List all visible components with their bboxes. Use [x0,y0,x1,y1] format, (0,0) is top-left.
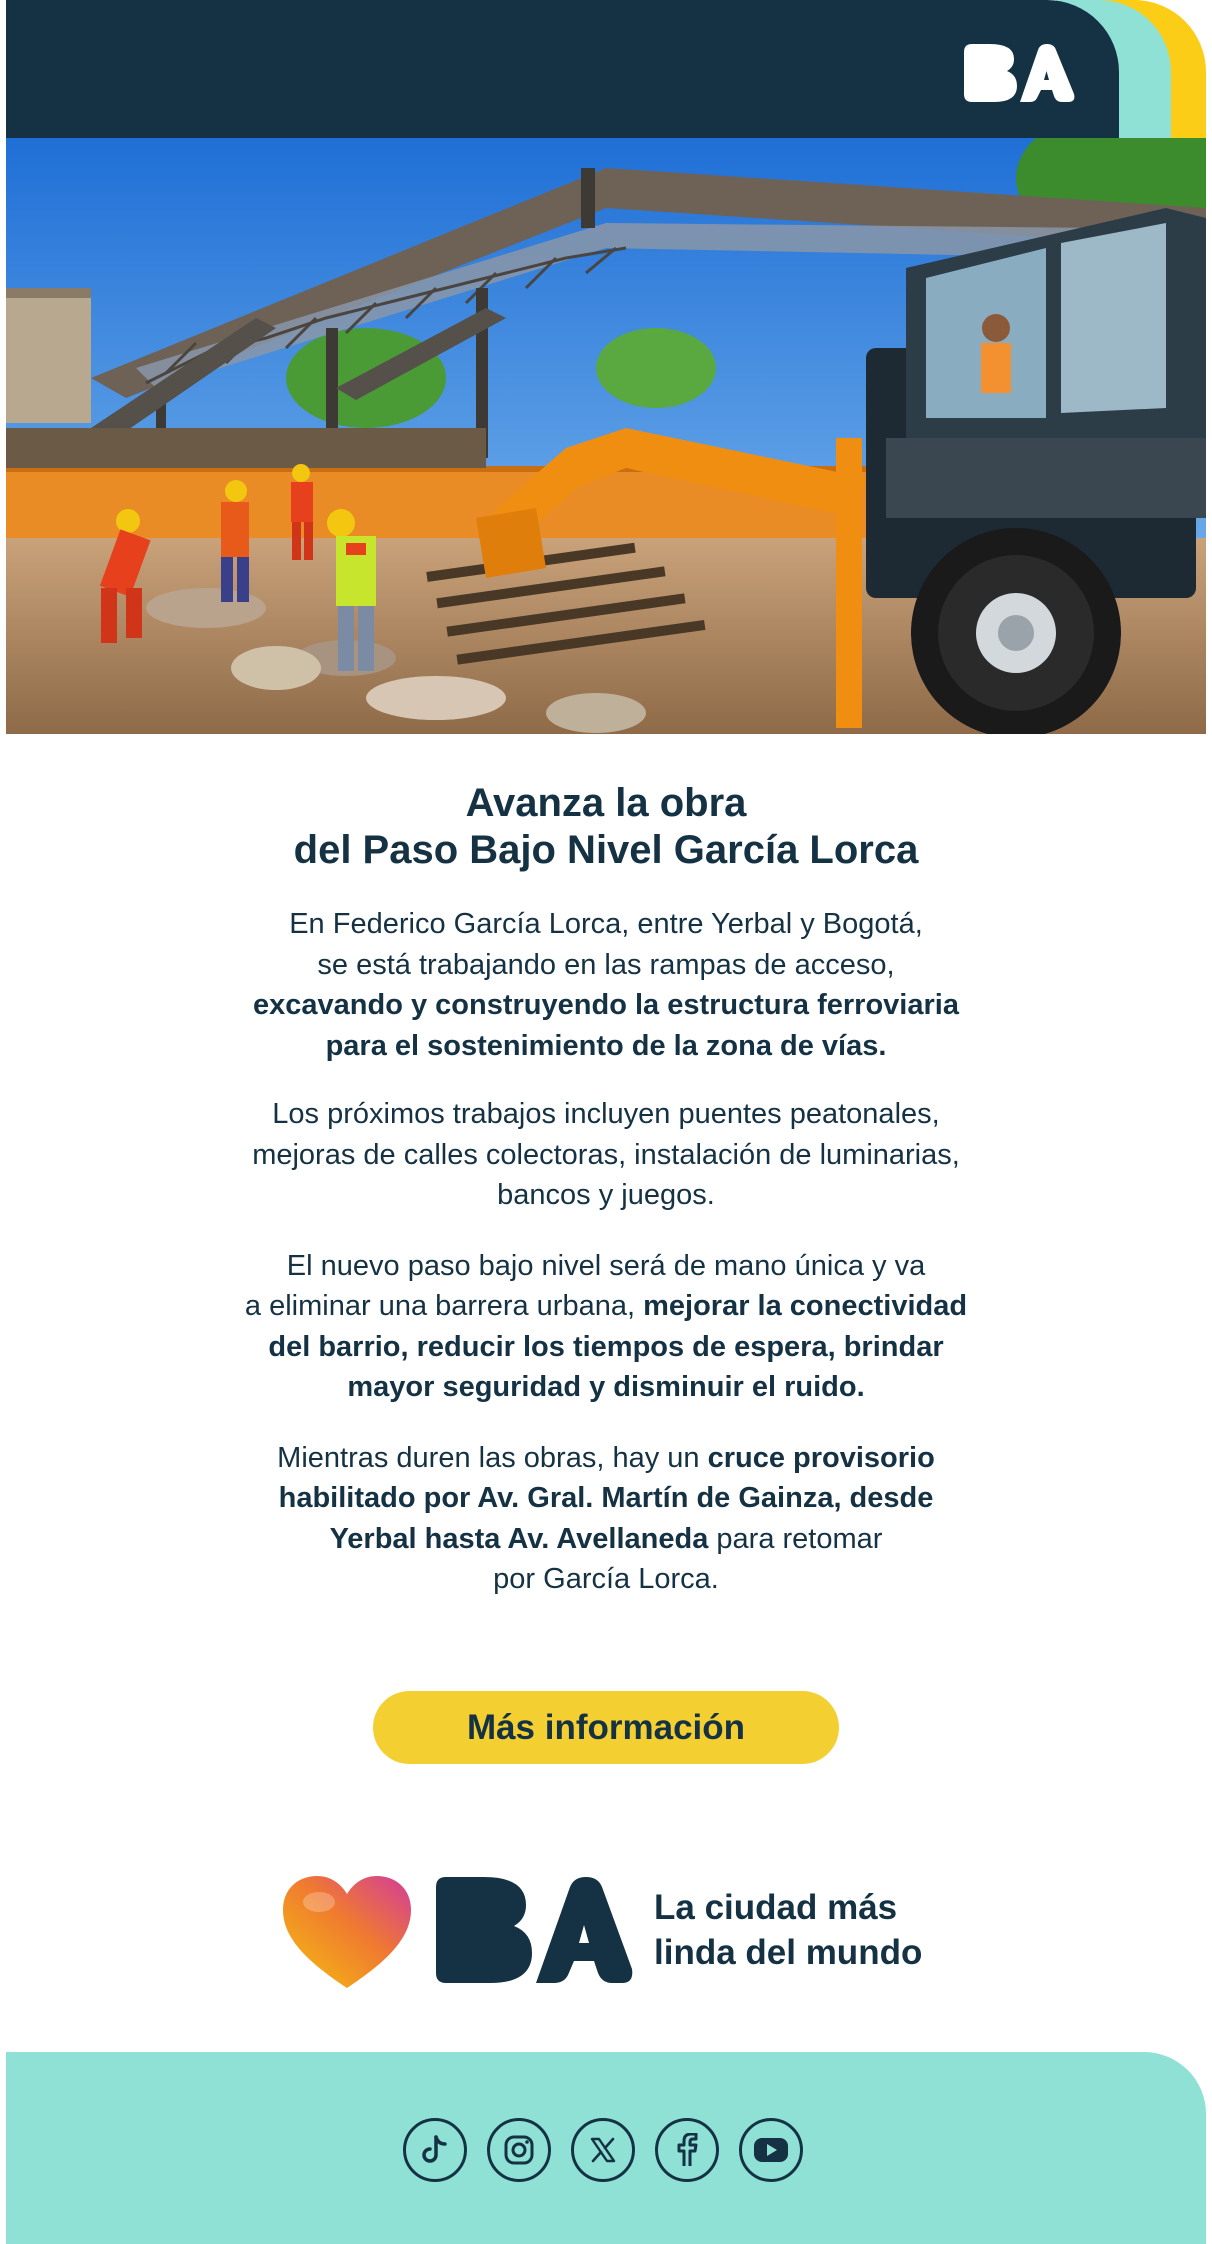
header-navy-band [6,0,1119,138]
youtube-icon[interactable] [739,2118,803,2182]
x-icon[interactable] [571,2118,635,2182]
heart-icon [281,1874,413,1990]
email-page [6,0,1206,2244]
hero-image [6,138,1206,734]
paragraph-2: Los próximos trabajos incluyen puentes peatonales, mejoras de calles colectoras, instalación de luminarias, bancos y juegos. [252,1098,960,1211]
brand-tagline: La ciudad más linda del mundo [654,1888,923,1972]
paragraph-4: Mientras duren las obras, hay un cruce provisorio habilitado por Av. Gral. Martín de Gainza, desde Yerbal hasta Av. Avellaneda para retomar por García Lorca. [277,1441,935,1595]
instagram-icon[interactable] [487,2118,551,2182]
title-line: Avanza la obra [465,781,747,825]
tiktok-icon[interactable] [403,2118,467,2182]
ba-brand-logo [436,1877,634,1983]
paragraph-3: El nuevo paso bajo nivel será de mano única y va a eliminar una barrera urbana, mejorar la conectividad del barrio, reducir los tiempos de espera, brindar mayor seguridad y disminuir el ruido. [244,1249,968,1403]
more-info-button[interactable]: Más información [373,1691,839,1764]
header-bar [6,0,1206,138]
ba-logo[interactable] [964,44,1076,102]
title-line: del Paso Bajo Nivel García Lorca [293,828,919,872]
article-body [6,780,1206,1600]
facebook-icon[interactable] [655,2118,719,2182]
paragraph-1: En Federico García Lorca, entre Yerbal y Bogotá, se está trabajando en las rampas de acceso, excavando y construyendo la estructura ferroviaria para el sostenimiento de la zona de vías. [253,908,959,1062]
article-title [6,780,1206,874]
